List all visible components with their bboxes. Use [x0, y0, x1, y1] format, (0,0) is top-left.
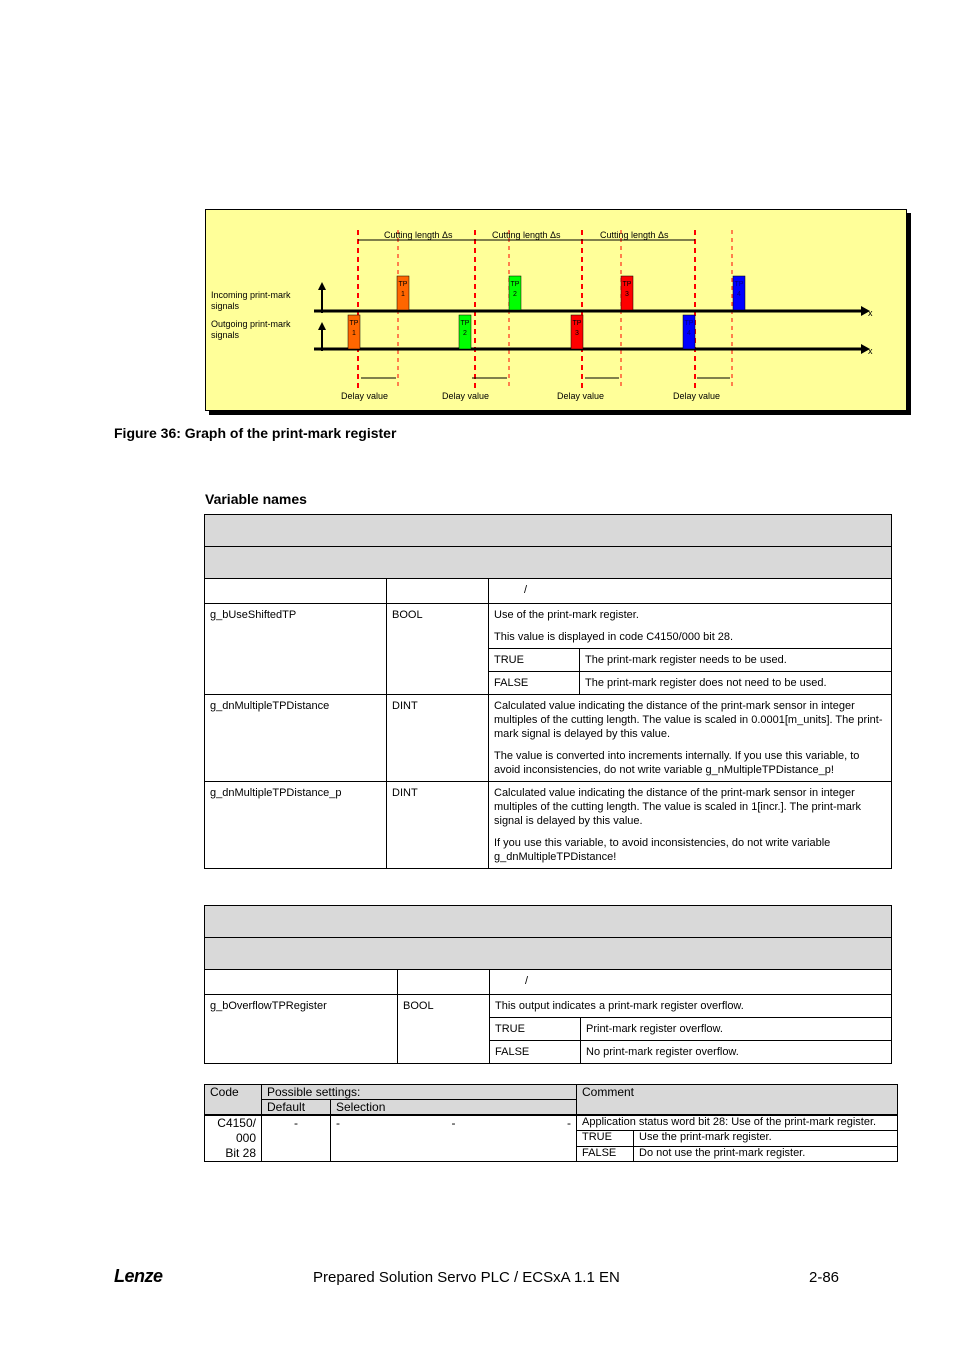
page-number: 2-86	[809, 1269, 840, 1286]
option-text: Use the print-mark register.	[634, 1131, 898, 1146]
option-value: TRUE	[490, 1018, 581, 1041]
code-line: C4150/	[217, 1116, 256, 1130]
cutting-length-label: Cutting length Δs	[384, 230, 453, 240]
variable-description	[490, 995, 892, 1064]
option-value: FALSE	[490, 1041, 581, 1064]
variable-name: g_bOverflowTPRegister	[205, 995, 398, 1064]
print-mark-label: 3	[575, 330, 579, 337]
table-row	[205, 995, 892, 1064]
cutting-length-label: Cutting length Δs	[600, 230, 669, 240]
option-text: Do not use the print-mark register.	[634, 1146, 898, 1161]
selection-value	[331, 1115, 577, 1162]
comment-header: Comment	[577, 1085, 898, 1116]
table-header	[205, 906, 892, 938]
variable-type: BOOL	[398, 995, 490, 1064]
print-mark-register-graph	[205, 209, 907, 411]
cutting-length-label: Cutting length Δs	[492, 230, 561, 240]
arrow-icon	[318, 282, 326, 290]
column-header	[398, 970, 490, 995]
description-text: This output indicates a print-mark register overflow.	[495, 1000, 744, 1012]
axis-x-label: x	[868, 346, 873, 356]
selection-max: -	[567, 1116, 571, 1130]
outgoing-label: Outgoing print-mark signals	[211, 319, 291, 340]
column-header	[489, 579, 892, 604]
comment-text: Application status word bit 28: Use of the print-mark register.	[577, 1115, 898, 1131]
table-row	[205, 604, 892, 695]
possible-header: Possible settings:	[262, 1085, 577, 1100]
variable-table-2	[204, 905, 892, 1064]
column-header-row	[205, 970, 892, 995]
print-mark-label: TP	[349, 320, 359, 327]
column-header	[387, 579, 489, 604]
print-mark-label: TP	[510, 281, 520, 288]
description-text: If you use this variable, to avoid inconsistencies, do not write variable g_dnMultipleTPDistance!	[494, 837, 831, 863]
option-text: No print-mark register overflow.	[581, 1041, 892, 1064]
print-mark-label: TP	[684, 320, 694, 327]
variable-description	[489, 782, 892, 869]
code-value	[205, 1115, 262, 1162]
outgoing-marks	[348, 315, 695, 349]
variable-type: DINT	[387, 782, 489, 869]
print-mark-label: 4	[737, 291, 741, 298]
variable-name: g_dnMultipleTPDistance_p	[205, 782, 387, 869]
delay-label: Delay value	[442, 391, 490, 401]
variable-table-1	[204, 514, 892, 869]
column-header-row	[205, 579, 892, 604]
time-axes	[314, 288, 861, 351]
variable-description	[489, 604, 892, 695]
table-subheader	[205, 938, 892, 970]
code-header: Code	[205, 1085, 262, 1100]
options-table	[490, 1017, 891, 1063]
default-header: Default	[262, 1100, 331, 1116]
print-mark-label: 1	[401, 291, 405, 298]
table-row	[205, 782, 892, 869]
footer-title: Prepared Solution Servo PLC / ECSxA 1.1 EN	[313, 1269, 620, 1286]
options-table	[489, 648, 891, 694]
incoming-marks	[397, 276, 745, 310]
delay-label: Delay value	[341, 391, 389, 401]
figure-caption: Figure 36: Graph of the print-mark register	[114, 425, 397, 441]
code-line: Bit 28	[225, 1146, 256, 1160]
description-text: Use of the print-mark register.	[494, 609, 639, 621]
selection-header: Selection	[331, 1100, 577, 1116]
description-text: This value is displayed in code C4150/000 bit 28.	[494, 631, 734, 643]
delay-label: Delay value	[557, 391, 605, 401]
option-value: FALSE	[489, 672, 580, 695]
selection-step: -	[451, 1116, 456, 1130]
table-row	[205, 695, 892, 782]
print-mark-label: 4	[687, 330, 691, 337]
description-text: Calculated value indicating the distance of the print-mark sensor in integer multiples of the cutting length. The value is scaled in 0.0001[m_units]. The print-mark signal is delayed by this value.	[494, 700, 883, 740]
print-mark-label: 2	[513, 291, 517, 298]
option-value: TRUE	[489, 649, 580, 672]
print-mark-label: TP	[460, 320, 470, 327]
print-mark-label: TP	[398, 281, 408, 288]
print-mark-label: 1	[352, 330, 356, 337]
default-value: -	[262, 1115, 331, 1162]
axis-x-label: x	[868, 308, 873, 318]
table-header	[205, 515, 892, 547]
code-table	[204, 1084, 898, 1162]
lenze-logo: Lenze	[114, 1266, 163, 1286]
print-mark-label: 3	[625, 291, 629, 298]
variable-name: g_bUseShiftedTP	[205, 604, 387, 695]
variable-type: DINT	[387, 695, 489, 782]
arrow-icon	[318, 322, 326, 330]
print-mark-label: 2	[463, 330, 467, 337]
print-mark-label: TP	[622, 281, 632, 288]
code-table-header	[205, 1085, 898, 1100]
column-header	[205, 970, 398, 995]
option-text: The print-mark register does not need to be used.	[580, 672, 892, 695]
print-mark-label: TP	[572, 320, 582, 327]
selection-min: -	[336, 1116, 340, 1130]
variable-type: BOOL	[387, 604, 489, 695]
option-value: TRUE	[577, 1131, 634, 1146]
delay-label: Delay value	[673, 391, 721, 401]
option-text: The print-mark register needs to be used.	[585, 654, 787, 666]
description-text: Calculated value indicating the distance of the print-mark sensor in integer multiples of the cutting length. The value is scaled in 1[incr.]. The print-mark signal is delayed by this value.	[494, 787, 862, 827]
header-slash: /	[525, 975, 529, 987]
description-text: The value is converted into increments internally. If you use this variable, to avoid inconsistencies, do not write variable g_nMultipleTPDistance_p!	[494, 750, 860, 776]
option-text: Print-mark register overflow.	[586, 1023, 723, 1035]
column-header	[205, 579, 387, 604]
code-row	[205, 1115, 898, 1131]
variable-name: g_dnMultipleTPDistance	[205, 695, 387, 782]
table-subheader	[205, 547, 892, 579]
code-line: 000	[235, 1131, 256, 1145]
section-title: Variable names	[205, 491, 307, 507]
print-mark-label: TP	[734, 281, 744, 288]
variable-description	[489, 695, 892, 782]
graph-svg	[206, 210, 906, 410]
column-header	[490, 970, 892, 995]
header-slash: /	[524, 584, 528, 596]
incoming-label: Incoming print-mark signals	[211, 290, 291, 311]
option-value: FALSE	[577, 1146, 634, 1161]
